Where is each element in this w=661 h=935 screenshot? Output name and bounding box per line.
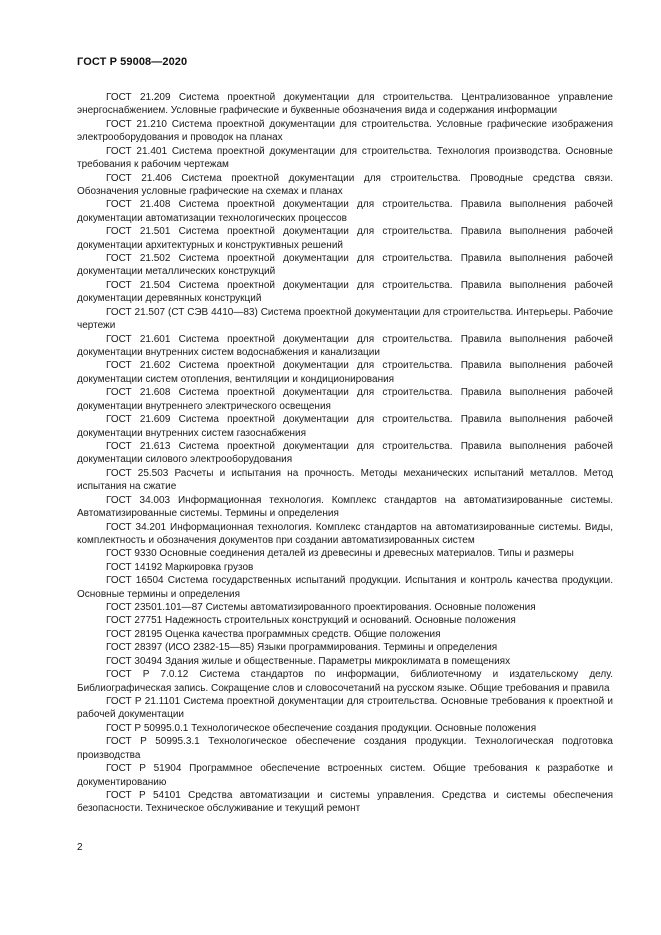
reference-item: ГОСТ 9330 Основные соединения деталей из древесины и древесных материалов. Типы и размеры xyxy=(106,548,574,560)
reference-item: ГОСТ 21.504 Система проектной документации для строительства. Правила выполнения рабочей документации деревянных конструкций xyxy=(77,279,613,305)
reference-item: ГОСТ 34.201 Информационная технология. Комплекс стандартов на автоматизированные системы. Виды, комплектность и обозначения документов при создании автоматизированных систем xyxy=(77,521,613,546)
reference-item: ГОСТ 30494 Здания жилые и общественные. Параметры микроклимата в помещениях xyxy=(106,655,511,667)
reference-item: ГОСТ Р 54101 Средства автоматизации и системы управления. Средства и системы обеспечения безопасности. Техническое обслуживание и текущий ремонт xyxy=(77,789,613,815)
reference-item: ГОСТ 21.210 Система проектной документации для строительства. Условные графические изображения электрооборудования и проводок на планах xyxy=(77,118,613,144)
reference-item: ГОСТ 28397 (ИСО 2382-15—85) Языки программирования. Термины и определения xyxy=(106,642,498,654)
reference-item: ГОСТ 28195 Оценка качества программных средств. Общие положения xyxy=(106,628,441,640)
reference-item: ГОСТ 21.613 Система проектной документации для строительства. Правила выполнения рабочей документации силового электрооборудования xyxy=(77,440,613,466)
reference-item: ГОСТ 27751 Надежность строительных конструкций и оснований. Основные положения xyxy=(106,615,516,627)
reference-item: ГОСТ 21.601 Система проектной документации для строительства. Правила выполнения рабочей документации внутренних систем водоснабжения и канализации xyxy=(77,333,613,359)
reference-item: ГОСТ Р 51904 Программное обеспечение встроенных систем. Общие требования к разработке и документированию xyxy=(77,763,613,788)
normative-references-list xyxy=(77,91,613,816)
reference-item: ГОСТ Р 21.1101 Система проектной документации для строительства. Основные требования к проектной и рабочей документации xyxy=(77,695,613,721)
reference-item: ГОСТ 34.003 Информационная технология. Комплекс стандартов на автоматизированные системы. Автоматизированные системы. Термины и определения xyxy=(77,494,613,520)
reference-item: ГОСТ 21.507 (СТ СЭВ 4410—83) Система проектной документации для строительства. Интерьеры. Рабочие чертежи xyxy=(77,306,613,332)
reference-item: ГОСТ Р 7.0.12 Система стандартов по информации, библиотечному и издательскому делу. Библиографическая запись. Сокращение слов и словосочетаний на русском языке. Общие требования и правила xyxy=(77,669,613,694)
reference-item: ГОСТ 21.609 Система проектной документации для строительства. Правила выполнения рабочей документации внутренних систем газоснабжения xyxy=(77,414,613,439)
reference-item: ГОСТ 21.401 Система проектной документации для строительства. Технология производства. Основные требования к рабочим чертежам xyxy=(77,145,613,171)
reference-item: ГОСТ 21.408 Система проектной документации для строительства. Правила выполнения рабочей документации автоматизации технологических процессов xyxy=(77,199,613,224)
reference-item: ГОСТ 23501.101—87 Системы автоматизированного проектирования. Основные положения xyxy=(106,602,536,614)
reference-item: ГОСТ 21.608 Система проектной документации для строительства. Правила выполнения рабочей документации внутреннего электрического освещения xyxy=(77,387,613,412)
reference-item: ГОСТ 21.406 Система проектной документации для строительства. Проводные средства связи. Обозначения условные графические на схемах и планах xyxy=(77,172,613,197)
reference-item: ГОСТ Р 50995.0.1 Технологическое обеспечение создания продукции. Основные положения xyxy=(106,722,537,734)
page-number: 2 xyxy=(77,842,83,853)
reference-item: ГОСТ 16504 Система государственных испытаний продукции. Испытания и контроль качества продукции. Основные термины и определения xyxy=(77,575,613,600)
reference-item: ГОСТ 21.602 Система проектной документации для строительства. Правила выполнения рабочей документации систем отопления, вентиляции и кондиционирования xyxy=(77,360,613,385)
reference-item: ГОСТ 21.501 Система проектной документации для строительства. Правила выполнения рабочей документации архитектурных и конструктивных решений xyxy=(77,226,613,251)
reference-item: ГОСТ Р 50995.3.1 Технологическое обеспечение создания продукции. Технологическая подготовка производства xyxy=(77,736,613,761)
document-header: ГОСТ Р 59008—2020 xyxy=(77,56,188,68)
reference-item: ГОСТ 21.502 Система проектной документации для строительства. Правила выполнения рабочей документации металлических конструкций xyxy=(77,253,613,278)
reference-item: ГОСТ 25.503 Расчеты и испытания на прочность. Методы механических испытаний металлов. Метод испытания на сжатие xyxy=(77,467,613,493)
reference-item: ГОСТ 21.209 Система проектной документации для строительства. Централизованное управление энергоснабжением. Условные графические и буквенные обозначения вида и содержания информации xyxy=(77,92,613,117)
reference-item: ГОСТ 14192 Маркировка грузов xyxy=(106,561,254,573)
